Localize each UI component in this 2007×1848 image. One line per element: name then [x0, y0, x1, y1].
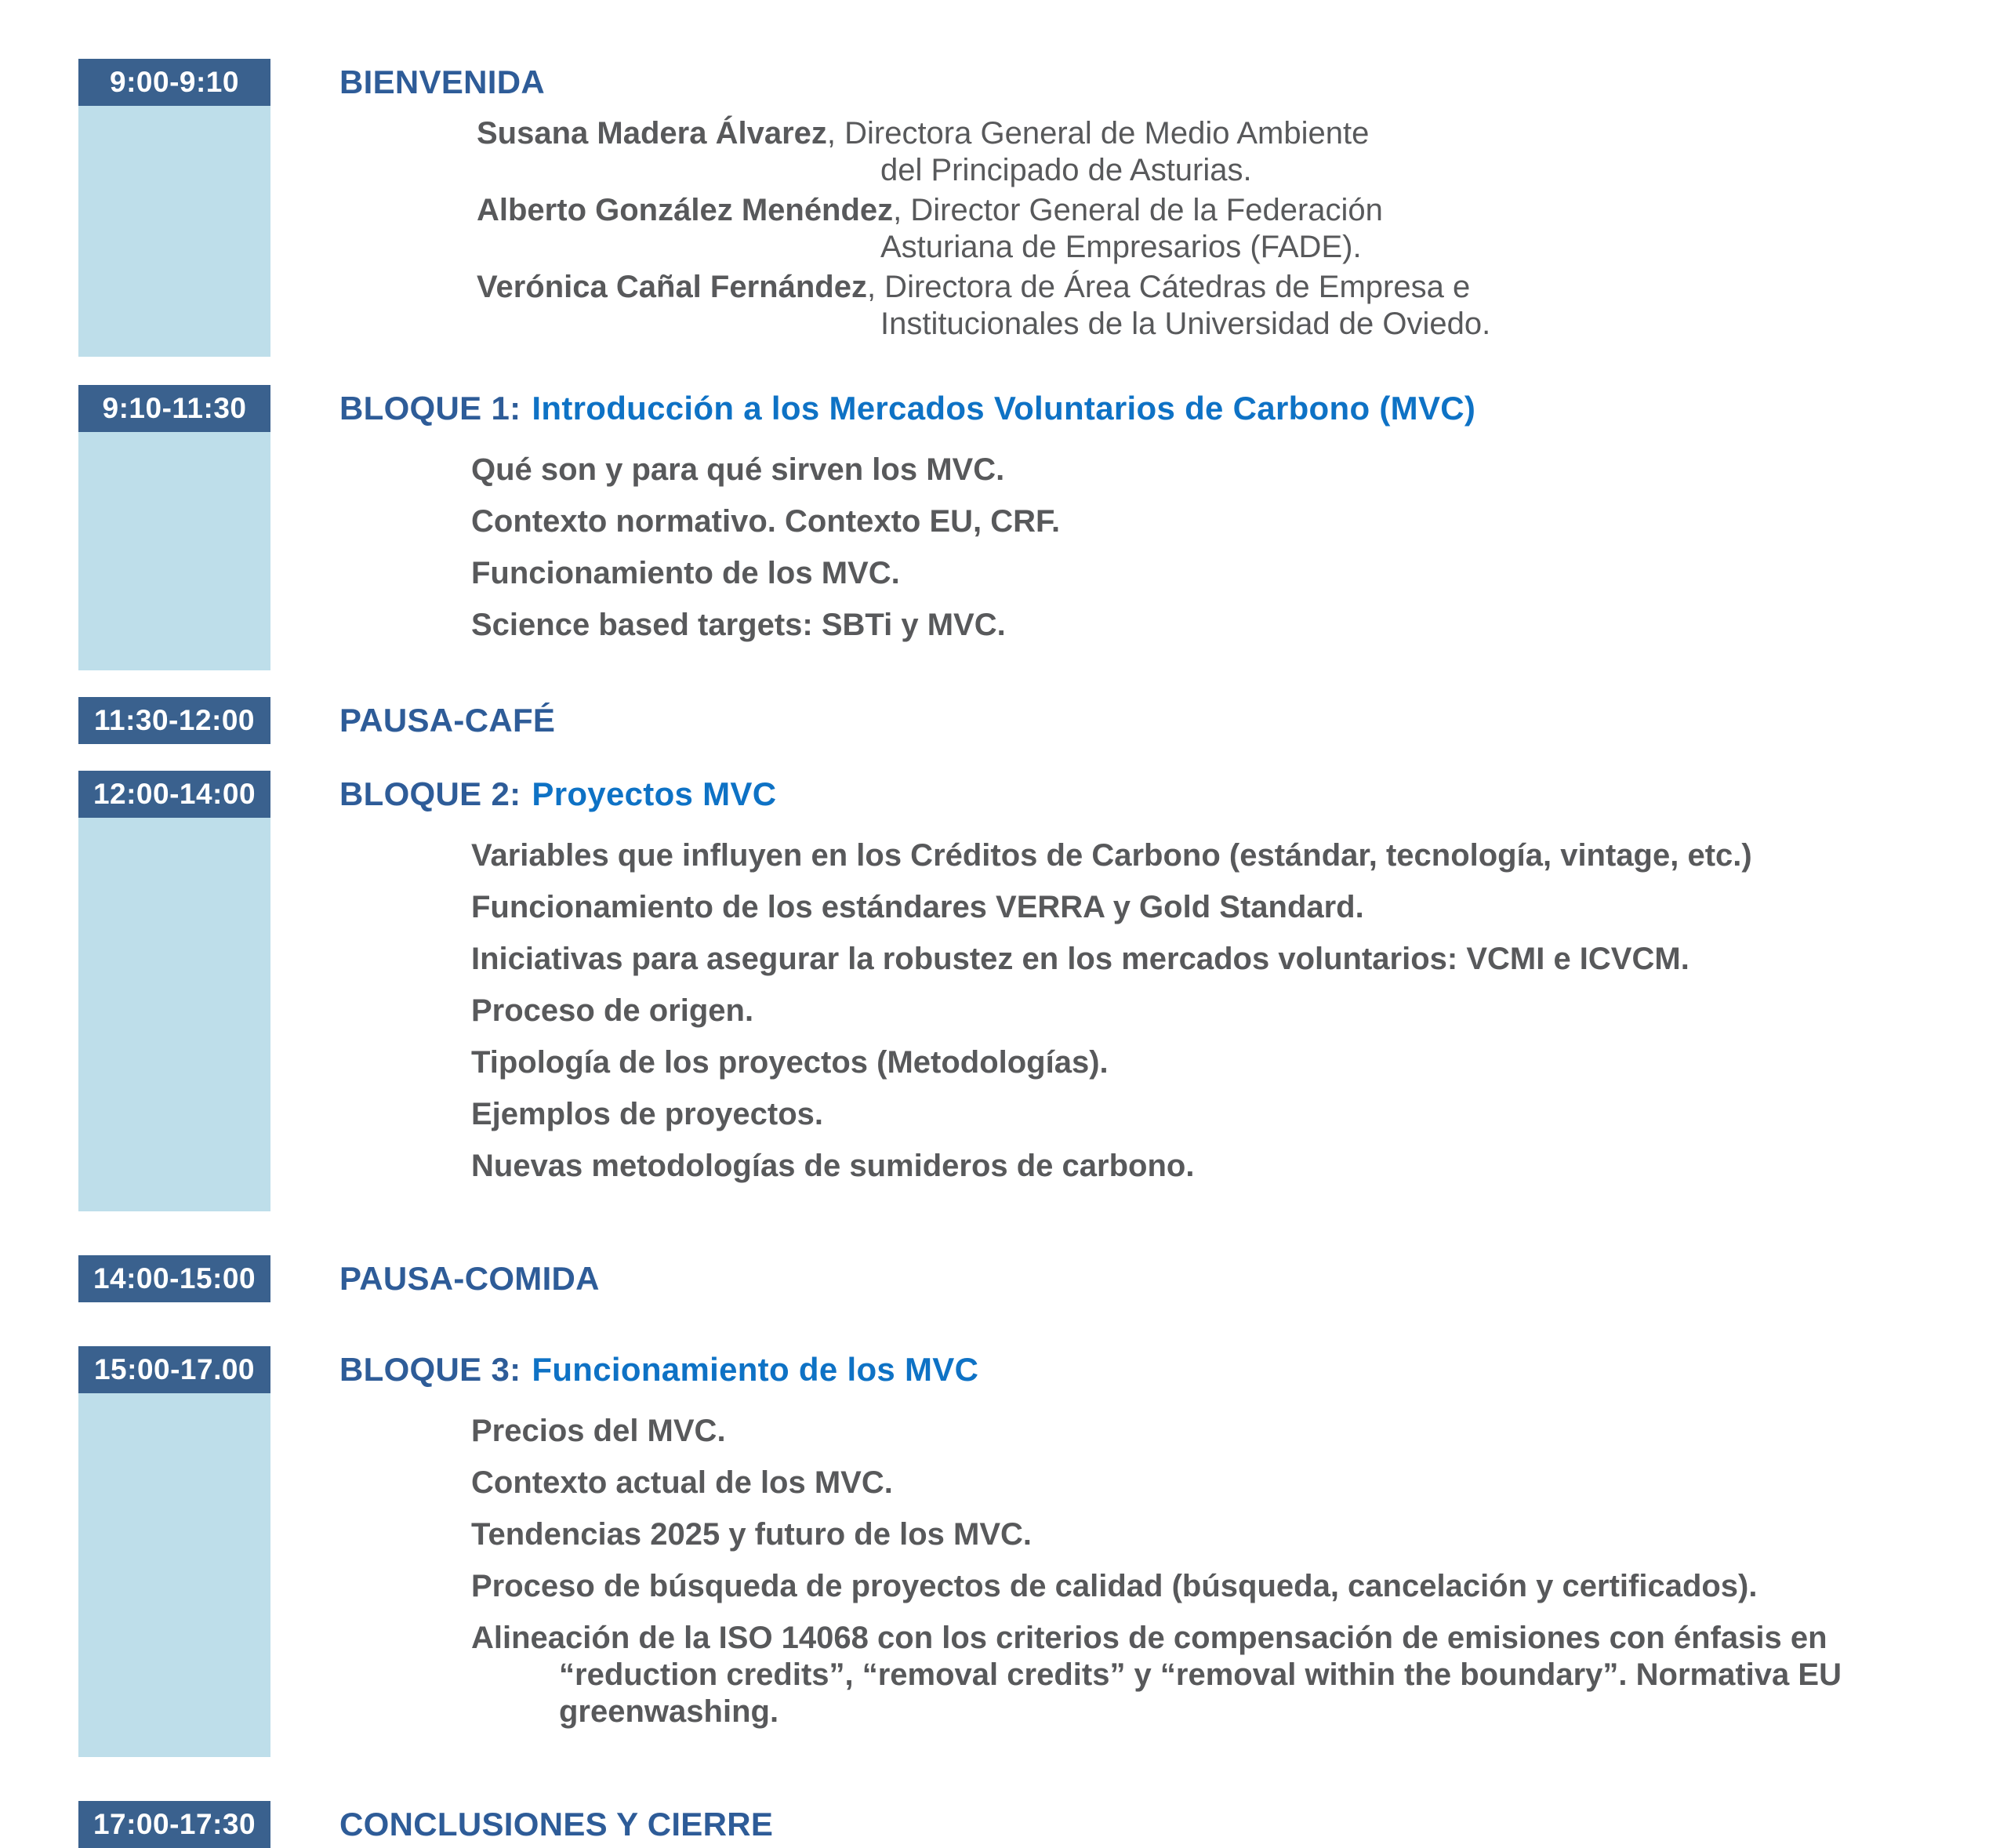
topic-item: Funcionamiento de los MVC.	[471, 556, 900, 590]
section-bienvenida	[78, 59, 2007, 357]
topic-item: Qué son y para qué sirven los MVC.	[471, 452, 1005, 487]
time-fill	[78, 1393, 270, 1757]
topic-item-multiline	[471, 1621, 2007, 1729]
time-chip: 9:10-11:30	[78, 385, 270, 432]
time-fill	[78, 818, 270, 1211]
topic-line-continued: greenwashing.	[559, 1694, 779, 1729]
speaker-role: , Directora General de Medio Ambiente	[826, 116, 1370, 151]
time-column	[78, 771, 270, 1211]
speaker-name: Alberto González Menéndez	[477, 193, 894, 227]
block-subtitle: Introducción a los Mercados Voluntarios de Carbono (MVC)	[532, 390, 1476, 427]
time-fill	[78, 432, 270, 670]
time-chip: 9:00-9:10	[78, 59, 270, 106]
topic-item: Precios del MVC.	[471, 1414, 726, 1448]
section-content	[339, 1346, 2007, 1757]
time-column	[78, 1801, 270, 1848]
section-title: BIENVENIDA	[339, 64, 546, 100]
topic-item: Iniciativas para asegurar la robustez en los mercados voluntarios: VCMI e ICVCM.	[471, 942, 1689, 976]
topic-item: Tipología de los proyectos (Metodologías).	[471, 1045, 1109, 1080]
speaker-role-continued: Asturiana de Empresarios (FADE).	[880, 230, 1362, 264]
topic-item: Proceso de búsqueda de proyectos de calidad (búsqueda, cancelación y certificados).	[471, 1569, 1758, 1603]
speaker-role-continued: Institucionales de la Universidad de Oviedo.	[880, 307, 1491, 341]
time-column	[78, 1346, 270, 1757]
topic-list	[339, 452, 2007, 642]
time-column	[78, 385, 270, 670]
speaker-name: Susana Madera Álvarez	[477, 116, 827, 151]
block-label: BLOQUE 2:	[339, 775, 521, 812]
time-column	[78, 1255, 270, 1302]
time-column	[78, 59, 270, 357]
topic-item: Contexto normativo. Contexto EU, CRF.	[471, 504, 1061, 539]
speaker	[477, 192, 2007, 266]
time-chip: 12:00-14:00	[78, 771, 270, 818]
speaker-role: , Director General de la Federación	[893, 193, 1383, 227]
topic-item: Contexto actual de los MVC.	[471, 1465, 893, 1500]
block-subtitle: Proyectos MVC	[532, 775, 777, 812]
topic-item: Science based targets: SBTi y MVC.	[471, 608, 1006, 642]
time-chip: 14:00-15:00	[78, 1255, 270, 1302]
topic-list	[339, 838, 2007, 1183]
speaker-list	[339, 115, 2007, 343]
section-title	[339, 385, 2007, 432]
section-title: PAUSA-CAFÉ	[339, 702, 556, 739]
section-content	[339, 1255, 2007, 1302]
topic-item: Tendencias 2025 y futuro de los MVC.	[471, 1517, 1032, 1552]
section-pausa-comida	[78, 1255, 2007, 1302]
section-bloque-2	[78, 771, 2007, 1211]
section-bloque-1	[78, 385, 2007, 670]
section-content	[339, 771, 2007, 1211]
time-fill	[78, 106, 270, 357]
speaker	[477, 269, 2007, 343]
speaker-name: Verónica Cañal Fernández	[477, 270, 867, 304]
time-column	[78, 697, 270, 744]
section-content	[339, 59, 2007, 357]
speaker	[477, 115, 2007, 189]
topic-item: Variables que influyen en los Créditos de Carbono (estándar, tecnología, vintage, etc.)	[471, 838, 1752, 873]
section-content	[339, 385, 2007, 670]
topic-item: Nuevas metodologías de sumideros de carbono.	[471, 1149, 1195, 1183]
section-pausa-cafe	[78, 697, 2007, 744]
time-chip: 17:00-17:30	[78, 1801, 270, 1848]
section-title	[339, 771, 2007, 818]
section-title: PAUSA-COMIDA	[339, 1260, 600, 1297]
topic-item: Funcionamiento de los estándares VERRA y Gold Standard.	[471, 890, 1364, 924]
section-content	[339, 1801, 2007, 1848]
section-title	[339, 1346, 2007, 1393]
block-subtitle: Funcionamiento de los MVC	[532, 1351, 979, 1388]
time-chip: 15:00-17.00	[78, 1346, 270, 1393]
section-conclusiones	[78, 1801, 2007, 1848]
block-label: BLOQUE 3:	[339, 1351, 521, 1388]
time-chip: 11:30-12:00	[78, 697, 270, 744]
section-title: CONCLUSIONES Y CIERRE	[339, 1806, 774, 1843]
block-label: BLOQUE 1:	[339, 390, 521, 427]
topic-item: Proceso de origen.	[471, 993, 754, 1028]
speaker-role-continued: del Principado de Asturias.	[880, 153, 1252, 187]
section-content	[339, 697, 2007, 744]
topic-line: Alineación de la ISO 14068 con los criterios de compensación de emisiones con énfasis en	[471, 1621, 1827, 1655]
topic-line-continued: “reduction credits”, “removal credits” y “removal within the boundary”. Normativa EU	[559, 1657, 1842, 1692]
speaker-role: , Directora de Área Cátedras de Empresa e	[866, 270, 1471, 304]
topic-item: Ejemplos de proyectos.	[471, 1097, 824, 1131]
section-bloque-3	[78, 1346, 2007, 1757]
topic-list	[339, 1414, 2007, 1729]
